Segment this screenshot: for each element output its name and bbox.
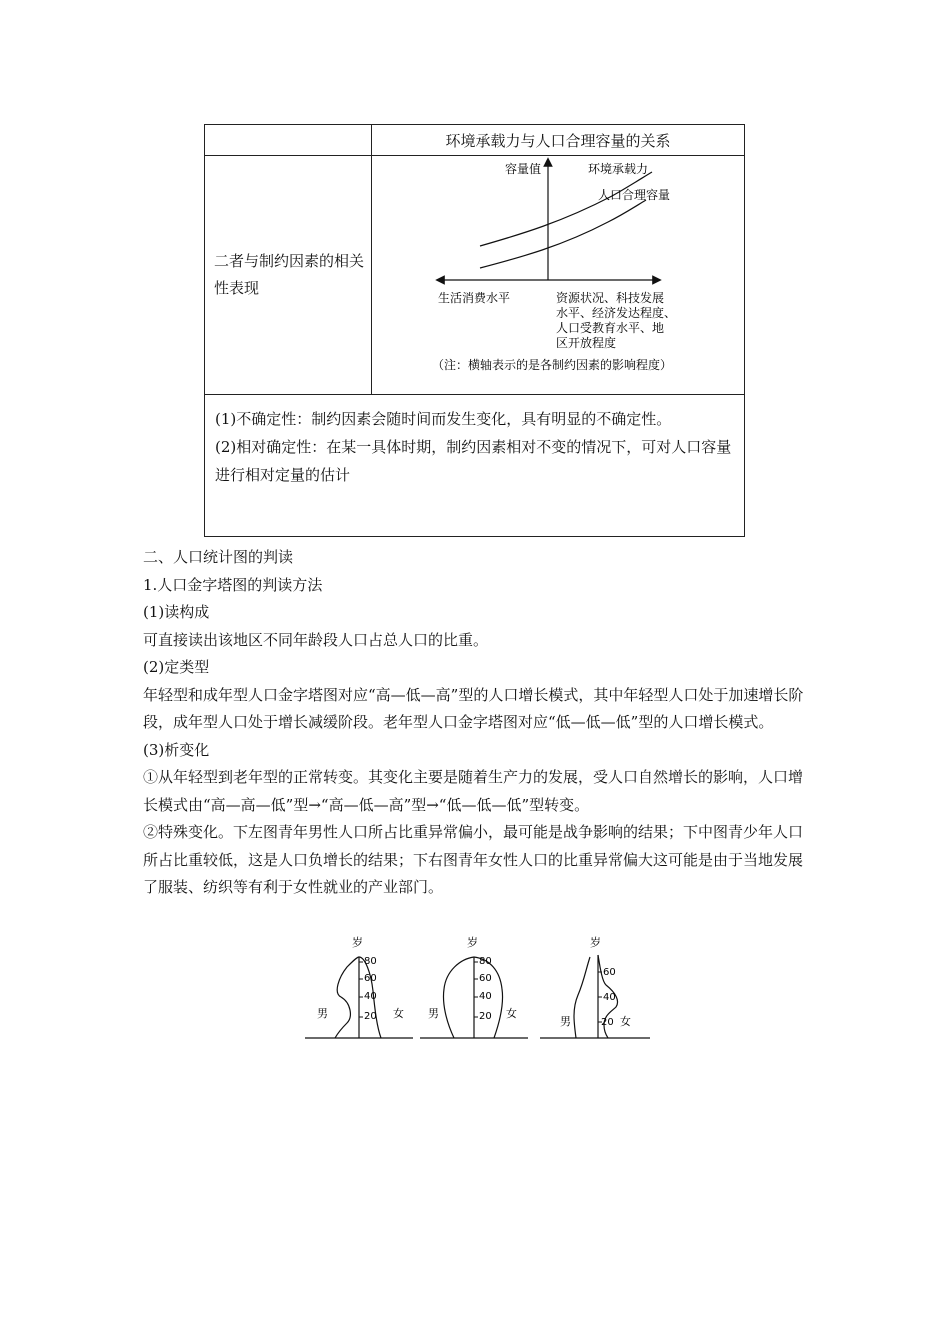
section-title: 二、人口统计图的判读	[143, 548, 294, 566]
pyramid-right	[540, 933, 652, 1043]
diagram-cell	[372, 156, 745, 395]
relation-table	[204, 124, 745, 537]
tick-80: 80	[479, 956, 492, 967]
item2-text: 年轻型和成年型人口金字塔图对应“高—低—高”型的人口增长模式，其中年轻型人口处于加速增长阶段，成年型人口处于增长减缓阶段。老年型人口金字塔图对应“低—低—低”型的人口增长模式。	[143, 685, 804, 731]
sub-title: 1.人口金字塔图的判读方法	[143, 575, 323, 594]
body-text	[143, 544, 813, 902]
male-label: 男	[428, 1007, 439, 1020]
curve-top-label: 环境承载力	[588, 162, 649, 176]
x-right-label-line: 人口受教育水平、地	[556, 321, 665, 335]
female-label: 女	[620, 1015, 631, 1028]
y-axis-label: 容量值	[505, 162, 542, 176]
note-uncertainty: (1)不确定性：制约因素会随时间而发生变化，具有明显的不确定性。	[215, 410, 672, 428]
tick-20: 20	[601, 1017, 614, 1028]
tick-40: 40	[364, 991, 377, 1002]
item1-title: (1)读构成	[143, 603, 210, 621]
curve-bottom-label: 人口合理容量	[598, 188, 671, 202]
tick-20: 20	[479, 1011, 492, 1022]
tick-20: 20	[364, 1011, 377, 1022]
table-diagram-row	[205, 156, 745, 395]
age-unit: 岁	[590, 936, 601, 949]
header-title: 环境承载力与人口合理容量的关系	[372, 125, 745, 156]
female-label: 女	[506, 1007, 517, 1020]
x-left-label: 生活消费水平	[438, 291, 511, 305]
male-label: 男	[560, 1015, 571, 1028]
age-unit: 岁	[352, 936, 363, 949]
item3-paragraph-1: ①从年轻型到老年型的正常转变。其变化主要是随着生产力的发展，受人口自然增长的影响，人口增长模式由“高—高—低”型→“高—低—高”型→“低—低—低”型转变。	[143, 768, 804, 814]
note-relative-certainty: (2)相对确定性：在某一具体时期，制约因素相对不变的情况下，可对人口容量进行相对定量的估计	[215, 438, 732, 484]
row-label: 二者与制约因素的相关性表现	[205, 156, 372, 395]
age-unit: 岁	[467, 936, 478, 949]
table-header-row	[205, 125, 745, 156]
header-left-cell	[205, 125, 372, 156]
table-notes-row	[205, 395, 745, 537]
tick-60: 60	[364, 973, 377, 984]
pyramid-left	[305, 933, 415, 1043]
tick-60: 60	[479, 973, 492, 984]
tick-60: 60	[603, 967, 616, 978]
x-right-label-line: 区开放程度	[556, 336, 617, 350]
reasonable-capacity-curve	[480, 200, 646, 268]
capacity-diagram	[372, 156, 744, 390]
item2-title: (2)定类型	[143, 658, 210, 676]
notes-cell	[205, 395, 745, 537]
diagram-note: （注：横轴表示的是各制约因素的影响程度）	[432, 358, 673, 372]
tick-40: 40	[603, 992, 616, 1003]
carrying-capacity-curve	[480, 172, 652, 246]
male-label: 男	[317, 1007, 328, 1020]
tick-40: 40	[479, 991, 492, 1002]
item1-text: 可直接读出该地区不同年龄段人口占总人口的比重。	[143, 630, 489, 649]
item3-title: (3)析变化	[143, 740, 210, 759]
tick-80: 80	[364, 956, 377, 967]
item3-paragraph-2: ②特殊变化。下左图青年男性人口所占比重异常偏小，最可能是战争影响的结果；下中图青少年人口所占比重较低，这是人口负增长的结果；下右图青年女性人口的比重异常偏大这可能是由于当地发展了服装、纺织等有利于女性就业的产业部门。	[143, 823, 804, 896]
pyramid-middle	[420, 933, 530, 1043]
female-label: 女	[393, 1007, 404, 1020]
x-right-label-line: 水平、经济发达程度、	[556, 306, 677, 320]
x-right-label-line: 资源状况、科技发展	[556, 291, 665, 305]
